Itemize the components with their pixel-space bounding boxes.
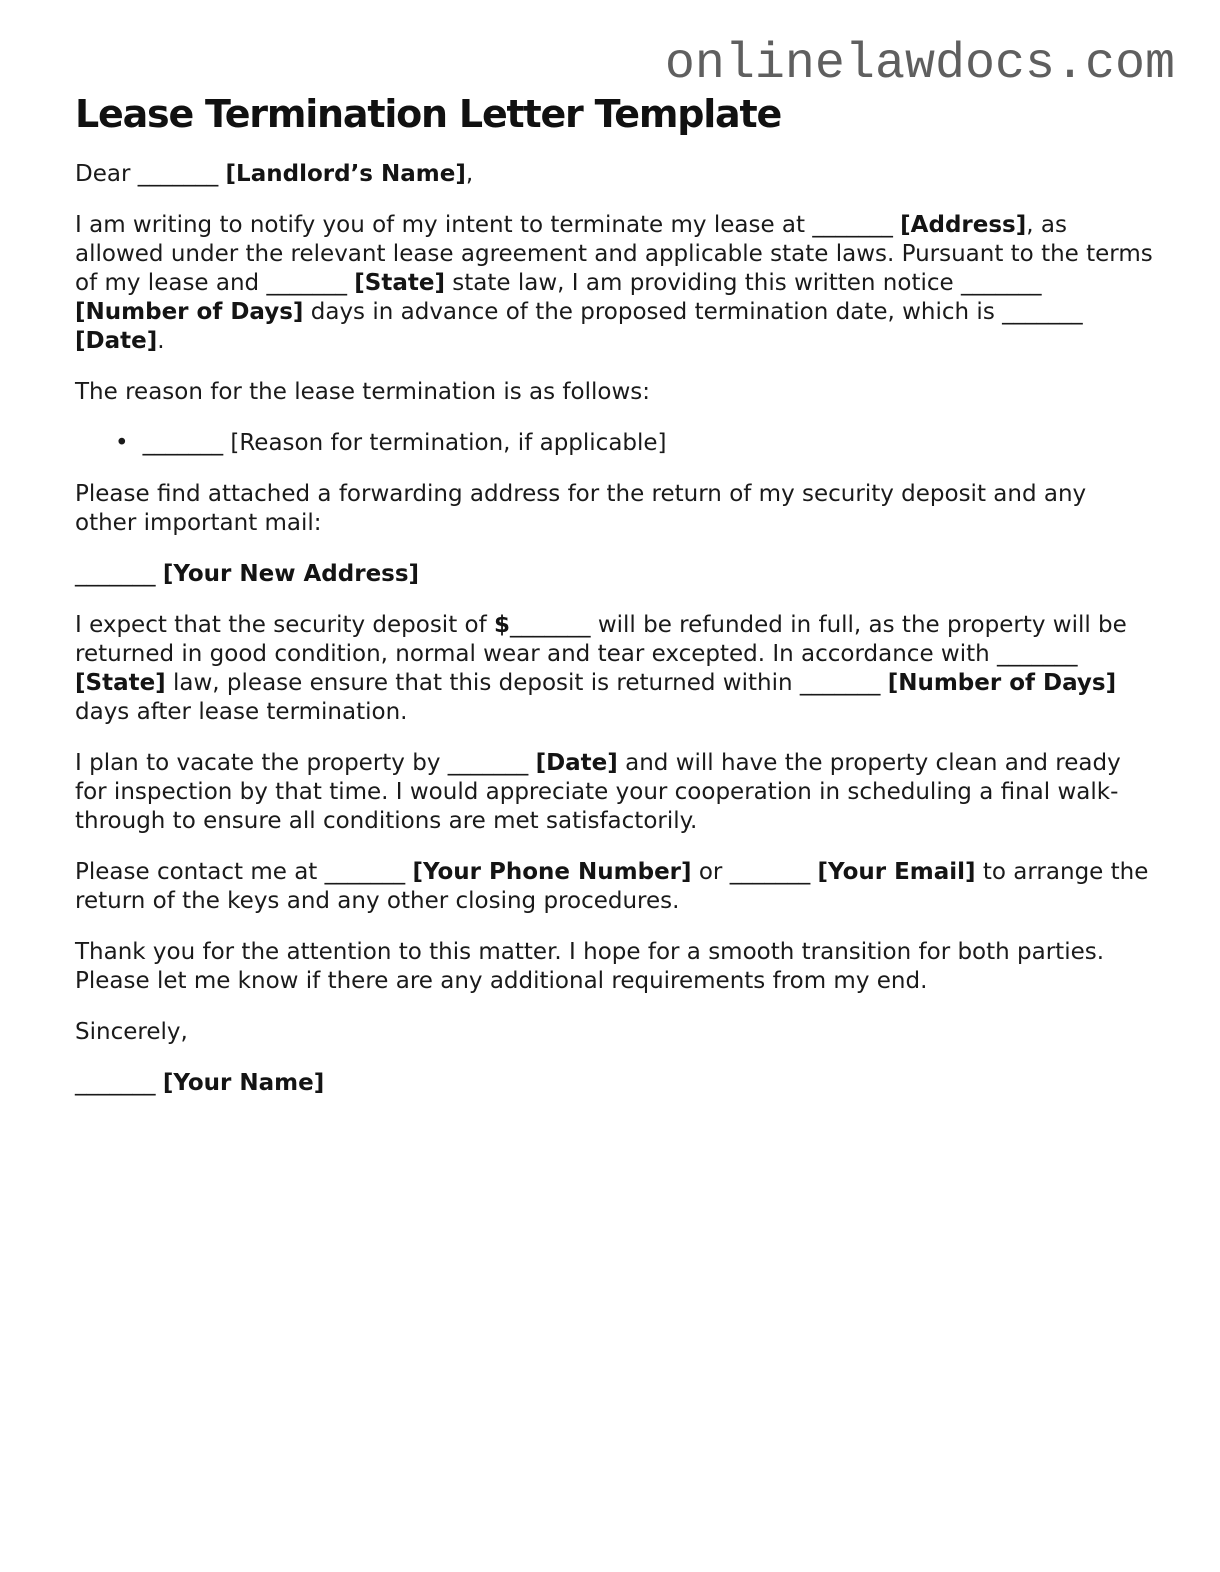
placeholder-token: [Number of Days]	[75, 298, 304, 325]
placeholder-token: [Date]	[535, 749, 618, 776]
site-watermark: onlinelawdocs.com	[664, 36, 1175, 93]
paragraph-security-deposit	[75, 611, 1153, 727]
closing-line	[75, 1018, 1153, 1047]
text-run: Please find attached a forwarding address for the return of my security deposit and any other important mail:	[75, 480, 1087, 536]
text-run: I plan to vacate the property by _______	[75, 749, 536, 776]
text-run: , as allowed under the relevant lease agreement and applicable state laws. Pursuant to the terms of my lease and _______	[75, 211, 1153, 296]
text-run: to arrange the return of the keys and any other closing procedures.	[75, 858, 1149, 914]
paragraph-vacate-plan	[75, 749, 1153, 836]
text-run: or _______	[691, 858, 818, 885]
text-run: Thank you for the attention to this matter. I hope for a smooth transition for both parties. Please let me know if there are any additional requirements from my end.	[75, 938, 1105, 994]
text-run: Please contact me at _______	[75, 858, 413, 885]
placeholder-token: [State]	[354, 269, 445, 296]
text-run: Dear _______	[75, 160, 226, 187]
text-run: ,	[465, 160, 474, 187]
placeholder-token: [Number of Days]	[887, 669, 1117, 696]
salutation-line	[75, 160, 1153, 189]
text-run: I expect that the security deposit of	[75, 611, 494, 638]
text-run: days in advance of the proposed termination date, which is _______	[303, 298, 1083, 325]
paragraph-contact-info	[75, 858, 1153, 916]
document-title: Lease Termination Letter Template	[75, 92, 782, 136]
letter-body	[75, 160, 1153, 1098]
placeholder-token: [State]	[75, 669, 166, 696]
text-run: _______	[75, 1069, 163, 1096]
signature-line	[75, 1069, 1153, 1098]
text-run: _______	[75, 560, 163, 587]
text-run: law, please ensure that this deposit is returned within _______	[165, 669, 888, 696]
new-address-line	[75, 560, 1153, 589]
text-run: _______ will be refunded in full, as the property will be returned in good condition, normal wear and tear excepted. In accordance with _______	[75, 611, 1127, 667]
placeholder-token: [Date]	[75, 327, 158, 354]
bullet-marker-icon: •	[115, 429, 129, 456]
placeholder-token: [Your Phone Number]	[412, 858, 692, 885]
text-run: _______ [Reason for termination, if applicable]	[142, 429, 667, 456]
reason-bullet-item	[75, 429, 1153, 458]
paragraph-thank-you	[75, 938, 1153, 996]
placeholder-token: [Landlord’s Name]	[225, 160, 466, 187]
paragraph-reason-intro	[75, 378, 1153, 407]
text-run: I am writing to notify you of my intent to terminate my lease at _______	[75, 211, 901, 238]
text-run: .	[157, 327, 165, 354]
text-run: and will have the property clean and ready for inspection by that time. I would appreciate your cooperation in scheduling a final walk-through to ensure all conditions are met satisfactorily.	[75, 749, 1121, 834]
paragraph-forwarding-address	[75, 480, 1153, 538]
text-run: Sincerely,	[75, 1018, 188, 1045]
placeholder-token: [Your Name]	[162, 1069, 325, 1096]
text-run: days after lease termination.	[75, 698, 408, 725]
text-run: state law, I am providing this written notice _______	[444, 269, 1042, 296]
placeholder-token: $	[494, 611, 511, 638]
paragraph-intent-to-terminate	[75, 211, 1153, 356]
placeholder-token: [Address]	[900, 211, 1027, 238]
placeholder-token: [Your New Address]	[162, 560, 420, 587]
placeholder-token: [Your Email]	[817, 858, 976, 885]
text-run: The reason for the lease termination is as follows:	[75, 378, 650, 405]
